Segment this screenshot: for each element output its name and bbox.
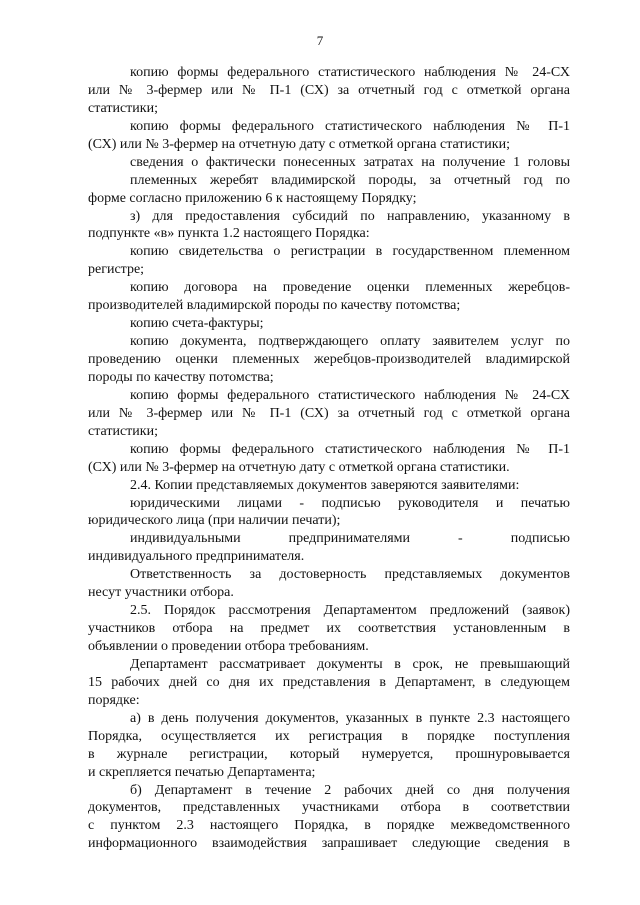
text-line: копию документа, подтверждающего оплату заявителем услуг по (130, 334, 570, 350)
text-line: статистики; (88, 423, 158, 439)
text-line: копию свидетельства о регистрации в государственном племенном (130, 244, 570, 260)
text-line: информационного взаимодействия запрашивает следующие сведения в (88, 836, 570, 852)
text-line: с пунктом 2.3 настоящего Порядка, в порядке межведомственного (88, 818, 570, 834)
text-line: (СХ) или № 3-фермер на отчетную дату с отметкой органа статистики. (88, 459, 510, 475)
text-line: и скрепляется печатью Департамента; (88, 764, 316, 780)
text-line: 2.5. Порядок рассмотрения Департаментом предложений (заявок) (130, 603, 570, 619)
text-line: в журнале регистрации, который нумеруется, прошнуровывается (88, 746, 570, 762)
text-line: з) для предоставления субсидий по направлению, указанному в (130, 208, 570, 224)
text-line: проведению оценки племенных жеребцов-производителей владимирской (88, 352, 570, 367)
text-line: копию формы федерального статистического наблюдения № П-1 (130, 441, 570, 457)
text-line: или № 3-фермер или № П-1 (СХ) за отчетный год с отметкой органа (88, 82, 570, 98)
text-line: объявлении о проведении отбора требованиям. (88, 639, 369, 654)
text-line: копию формы федерального статистического наблюдения № 24-СХ (130, 65, 570, 80)
text-line: копию счета-фактуры; (130, 316, 264, 332)
text-line: порядке: (88, 692, 140, 708)
text-line: б) Департамент в течение 2 рабочих дней со дня получения (130, 782, 570, 798)
page-number: 7 (316, 33, 324, 48)
text-line: производителей владимирской породы по качеству потомства; (88, 298, 461, 314)
text-line: копию формы федерального статистического наблюдения № 24-СХ (130, 387, 570, 403)
text-line: юридическими лицами - подписью руководителя и печатью (130, 495, 570, 511)
text-line: подпункте «в» пункта 1.2 настоящего Порядка: (88, 226, 370, 242)
text-line: сведения о фактически понесенных затратах на получение 1 головы (130, 154, 570, 170)
text-line: форме согласно приложению 6 к настоящему Порядку; (88, 190, 417, 206)
text-line: документов, представленных участниками отбора в соответствии (88, 800, 570, 816)
text-line: копию договора на проведение оценки племенных жеребцов- (130, 280, 570, 296)
document-body (88, 64, 570, 853)
text-line: племенных жеребят владимирской породы, за отчетный год по (130, 172, 570, 188)
text-line: породы по качеству потомства; (88, 369, 274, 385)
text-line: статистики; (88, 100, 158, 116)
text-line: 2.4. Копии представляемых документов заверяются заявителями: (130, 477, 520, 493)
text-line: Ответственность за достоверность представляемых документов (130, 567, 570, 583)
text-line: индивидуальными предпринимателями - подписью (130, 531, 570, 547)
text-line: (СХ) или № 3-фермер на отчетную дату с отметкой органа статистики; (88, 136, 510, 152)
text-line: Департамент рассматривает документы в срок, не превышающий (130, 656, 570, 672)
text-line: участников отбора на предмет их соответствия установленным в (88, 621, 570, 637)
text-line: индивидуального предпринимателя. (88, 549, 305, 565)
text-line: а) в день получения документов, указанных в пункте 2.3 настоящего (130, 710, 570, 726)
text-line: юридического лица (при наличии печати); (88, 513, 341, 529)
text-line: несут участники отбора. (88, 585, 234, 601)
text-line: или № 3-фермер или № П-1 (СХ) за отчетный год с отметкой органа (88, 405, 570, 421)
text-line: регистре; (88, 262, 145, 278)
text-line: копию формы федерального статистического наблюдения № П-1 (130, 118, 570, 134)
text-line: 15 рабочих дней со дня их представления в Департамент, в следующем (88, 674, 570, 690)
text-line: Порядка, осуществляется их регистрация в порядке поступления (88, 728, 570, 744)
